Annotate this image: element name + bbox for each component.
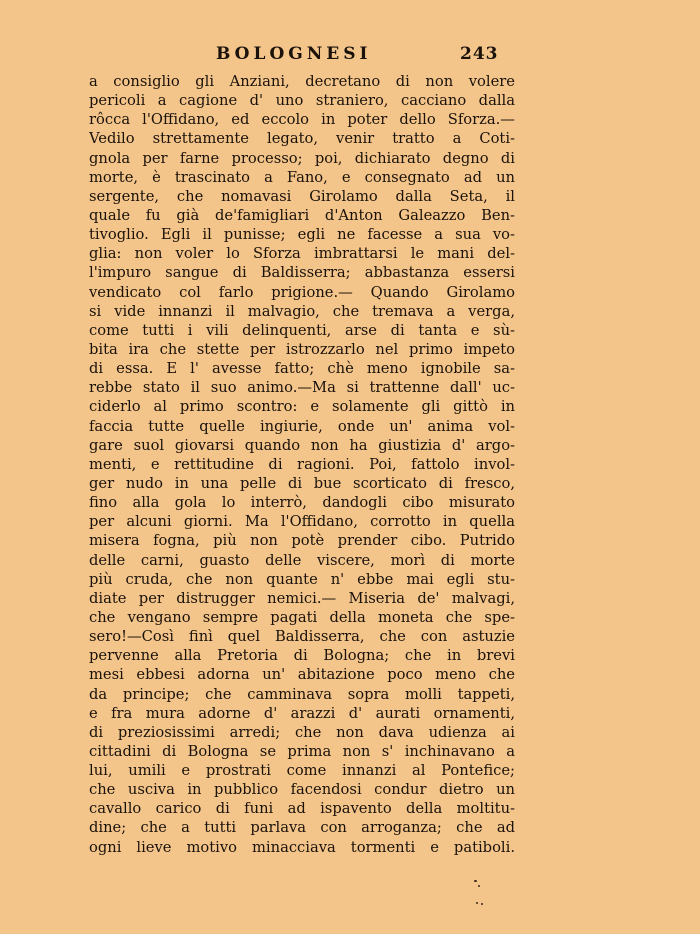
- text-line: vendicato col farlo prigione.— Quando Girolamo: [89, 283, 515, 301]
- text-line: pericoli a cagione d' uno straniero, cacciano dalla: [89, 92, 515, 110]
- text-line: gare suol giovarsi quando non ha giustizia d' argo-: [89, 436, 515, 454]
- text-line: ogni lieve motivo minacciava tormenti e patiboli.: [89, 838, 515, 856]
- text-line: di essa. E l' avesse fatto; chè meno ignobile sa-: [89, 360, 515, 378]
- text-line: fino alla gola lo interrò, dandogli cibo misurato: [89, 494, 515, 512]
- speck: [476, 902, 478, 904]
- text-line: di preziosissimi arredi; che non dava udienza ai: [89, 723, 515, 741]
- text-line: cittadini di Bologna se prima non s' inchinavano a: [89, 742, 515, 760]
- text-line: si vide innanzi il malvagio, che tremava a verga,: [89, 302, 515, 320]
- text-line: faccia tutte quelle ingiurie, onde un' anima vol-: [89, 417, 515, 435]
- text-line: menti, e rettitudine di ragioni. Poi, fattolo invol-: [89, 455, 515, 473]
- text-line: cavallo carico di funi ad ispavento della moltitu-: [89, 800, 515, 818]
- text-line: e fra mura adorne d' arazzi d' aurati ornamenti,: [89, 704, 515, 722]
- page-number: 243: [460, 44, 499, 64]
- text-line: per alcuni giorni. Ma l'Offidano, corrotto in quella: [89, 513, 515, 531]
- text-line: bita ira che stette per istrozzarlo nel primo impeto: [89, 340, 515, 358]
- text-line: ciderlo al primo scontro: e solamente gli gittò in: [89, 398, 515, 416]
- running-header: BOLOGNESI: [216, 44, 372, 64]
- text-line: lui, umili e prostrati come innanzi al Pontefice;: [89, 762, 515, 780]
- text-line: pervenne alla Pretoria di Bologna; che in brevi: [89, 647, 515, 665]
- text-line: delle carni, guasto delle viscere, morì di morte: [89, 551, 515, 569]
- text-line: Vedilo strettamente legato, venir tratto a Coti-: [89, 130, 515, 148]
- text-line: dine; che a tutti parlava con arroganza; che ad: [89, 819, 515, 837]
- text-line: da principe; che camminava sopra molli tappeti,: [89, 685, 515, 703]
- speck: [481, 903, 483, 905]
- text-line: mesi ebbesi adorna un' abitazione poco meno che: [89, 666, 515, 684]
- text-line: più cruda, che non quante n' ebbe mai egli stu-: [89, 570, 515, 588]
- text-line: che vengano sempre pagati della moneta che spe-: [89, 608, 515, 626]
- text-line: l'impuro sangue di Baldisserra; abbastanza essersi: [89, 264, 515, 282]
- speck: [478, 885, 480, 887]
- text-line: a consiglio gli Anziani, decretano di non volere: [89, 73, 515, 90]
- text-line: morte, è trascinato a Fano, e consegnato ad un: [89, 168, 515, 186]
- text-line: quale fu già de'famigliari d'Anton Galeazzo Ben-: [89, 206, 515, 224]
- text-line: tivoglio. Egli il punisse; egli ne facesse a sua vo-: [89, 226, 515, 244]
- speck: [474, 880, 477, 882]
- body-text: [89, 72, 515, 857]
- text-line: sero!—Così finì quel Baldisserra, che con astuzie: [89, 628, 515, 646]
- text-line: gnola per farne processo; poi, dichiarato degno di: [89, 149, 515, 167]
- text-line: come tutti i vili delinquenti, arse di tanta e sù-: [89, 321, 515, 339]
- paper-specks: [472, 878, 486, 908]
- text-line: rebbe stato il suo animo.—Ma si trattenne dall' uc-: [89, 379, 515, 397]
- text-line: misera fogna, più non potè prender cibo. Putrido: [89, 532, 515, 550]
- text-line: rôcca l'Offidano, ed eccolo in poter dello Sforza.—: [89, 111, 515, 129]
- text-line: sergente, che nomavasi Girolamo dalla Seta, il: [89, 187, 515, 205]
- text-line: ger nudo in una pelle di bue scorticato di fresco,: [89, 474, 515, 492]
- text-line: diate per distrugger nemici.— Miseria de' malvagi,: [89, 589, 515, 607]
- text-line: che usciva in pubblico facendosi condur dietro un: [89, 781, 515, 799]
- text-line: glia: non voler lo Sforza imbrattarsi le mani del-: [89, 245, 515, 263]
